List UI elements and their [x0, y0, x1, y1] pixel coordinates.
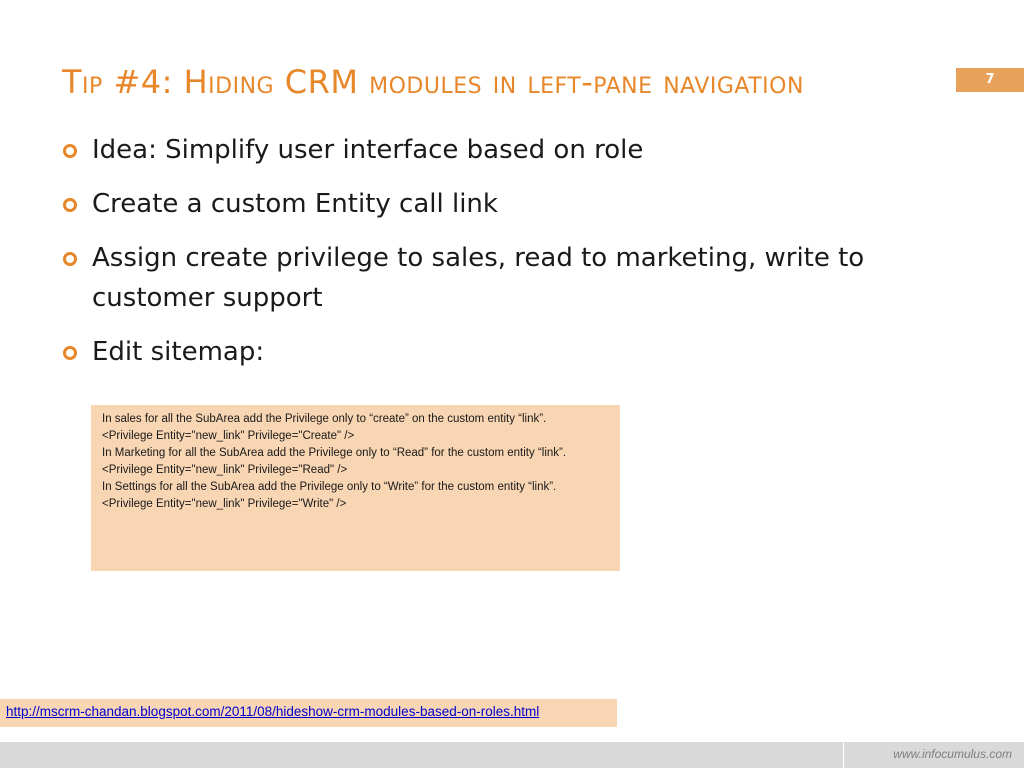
code-line: In Settings for all the SubArea add the Privilege only to “Write” for the custom entity “link”.: [102, 481, 557, 493]
bullet-text: Idea: Simplify user interface based on role: [92, 135, 644, 165]
bullet-circle-icon: [63, 144, 77, 158]
footer-website: www.infocumulus.com: [893, 747, 1012, 761]
slide-title: Tip #4: Hiding CRM modules in left-pane navigation: [62, 63, 804, 101]
bullet-text: Create a custom Entity call link: [92, 189, 498, 219]
bullet-list: [62, 130, 882, 386]
bullet-circle-icon: [63, 346, 77, 360]
bullet-text: Edit sitemap:: [92, 337, 265, 367]
sitemap-code-box: [91, 405, 620, 571]
code-line: <Privilege Entity="new_link" Privilege="Read" />: [102, 464, 348, 476]
bullet-item: [62, 332, 882, 372]
code-line: <Privilege Entity="new_link" Privilege="Create" />: [102, 430, 355, 442]
bullet-text: Assign create privilege to sales, read to marketing, write to customer support: [92, 243, 865, 313]
source-link[interactable]: http://mscrm-chandan.blogspot.com/2011/08/hideshow-crm-modules-based-on-roles.html: [6, 704, 540, 719]
page-number: 7: [956, 68, 1024, 92]
bullet-item: [62, 130, 882, 170]
bullet-item: [62, 238, 882, 318]
code-line: In sales for all the SubArea add the Privilege only to “create” on the custom entity “link”.: [102, 413, 547, 425]
bullet-circle-icon: [63, 198, 77, 212]
source-link-box: [0, 699, 617, 727]
code-line: <Privilege Entity="new_link" Privilege="Write" />: [102, 498, 347, 510]
footer-divider: [843, 742, 844, 768]
bullet-circle-icon: [63, 252, 77, 266]
footer-bar: [0, 742, 1024, 768]
code-line: In Marketing for all the SubArea add the Privilege only to “Read” for the custom entity “link”.: [102, 447, 567, 459]
bullet-item: [62, 184, 882, 224]
